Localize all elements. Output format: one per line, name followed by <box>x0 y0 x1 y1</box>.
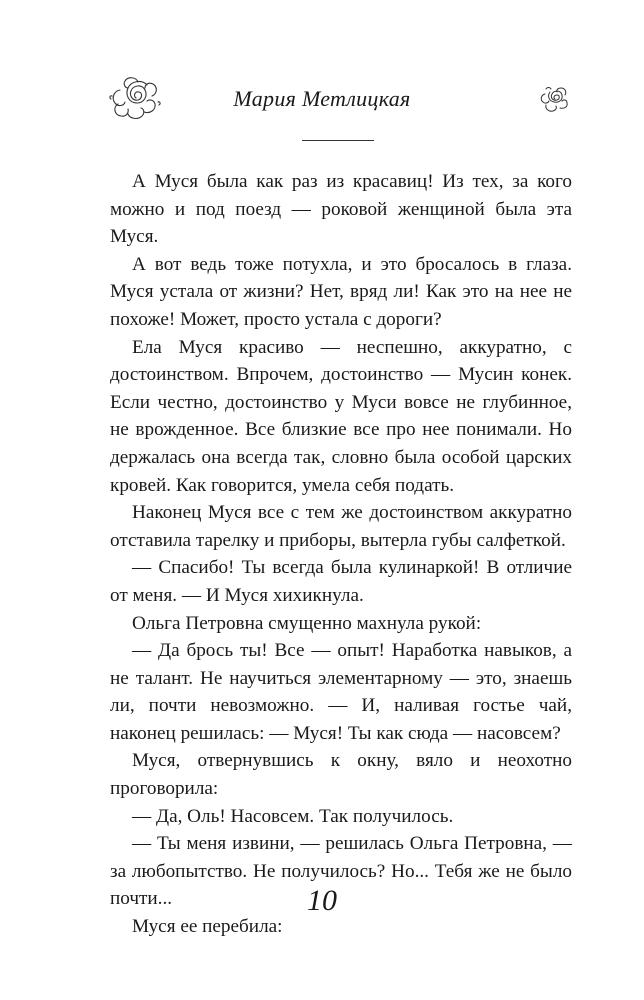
header-rule <box>302 140 374 141</box>
page-number: 10 <box>307 884 337 917</box>
body-text <box>110 168 572 941</box>
rose-flower-icon <box>538 84 572 114</box>
paragraph: Наконец Муся все с тем же достоинством аккуратно отставила тарелку и приборы, вытерла губы салфеткой. <box>110 502 572 551</box>
paragraph: Муся ее перебила: <box>132 916 283 938</box>
paragraph: Ела Муся красиво — неспешно, аккуратно, с достоинством. Впрочем, достоинство — Мусин конек. Если честно, достоинство у Муси вовсе не глубинное, не врожденное. Все близкие все про нее понимали. Но держалась она всегда так, словно была особой царских кровей. Как говорится, умела себя подать. <box>110 336 572 496</box>
paragraph: А вот ведь тоже потухла, и это бросалось в глаза. Муся устала от жизни? Нет, вряд ли! Как это на нее не похоже! Может, просто устала с дороги? <box>110 253 572 330</box>
paragraph: Ольга Петровна смущенно махнула рукой: <box>132 612 482 634</box>
paragraph: — Ты меня извини, — решилась Ольга Петровна, — за любопытство. Не получилось? Но... Тебя же не было почти... <box>110 833 572 910</box>
paragraph: — Да брось ты! Все — опыт! Наработка навыков, а не талант. Не научиться элементарному — это, знаешь ли, почти невозможно. — И, наливая гостье чай, наконец решилась: — Муся! Ты как сюда — насовсем? <box>110 640 572 744</box>
paragraph: А Муся была как раз из красавиц! Из тех, за кого можно и под поезд — роковой женщиной была эта Муся. <box>110 171 572 248</box>
running-head: Мария Метлицкая <box>233 86 411 111</box>
paragraph: — Спасибо! Ты всегда была кулинаркой! В отличие от меня. — И Муся хихикнула. <box>110 557 572 606</box>
paragraph: — Да, Оль! Насовсем. Так получилось. <box>132 805 454 827</box>
paragraph: Муся, отвернувшись к окну, вяло и неохотно проговорила: <box>110 750 572 800</box>
